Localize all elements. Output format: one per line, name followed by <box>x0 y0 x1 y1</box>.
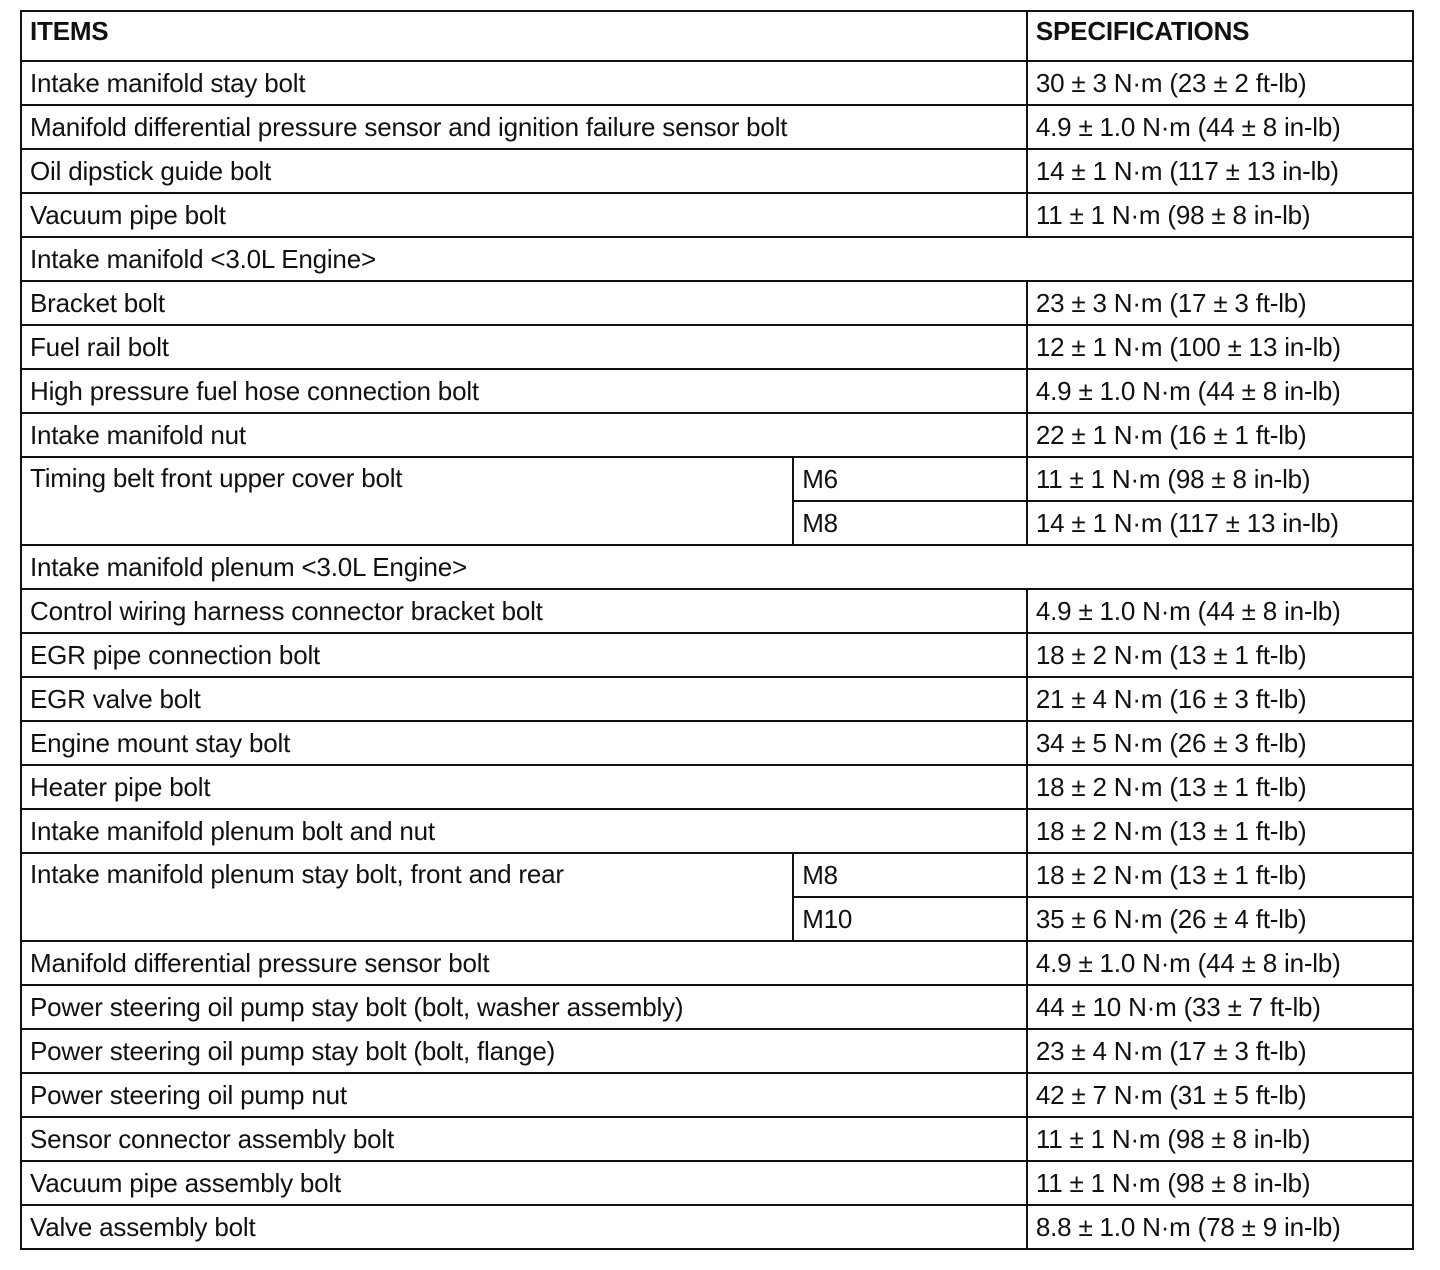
item-cell: Intake manifold plenum bolt and nut <box>21 809 1027 853</box>
header-row <box>21 11 1413 61</box>
size-cell: M8 <box>793 853 1027 897</box>
item-cell: Power steering oil pump stay bolt (bolt, flange) <box>21 1029 1027 1073</box>
item-cell: Fuel rail bolt <box>21 325 1027 369</box>
table-row <box>21 765 1413 809</box>
spec-cell: 14 ± 1 N·m (117 ± 13 in-lb) <box>1027 149 1413 193</box>
spec-cell: 42 ± 7 N·m (31 ± 5 ft-lb) <box>1027 1073 1413 1117</box>
spec-cell: 11 ± 1 N·m (98 ± 8 in-lb) <box>1027 1161 1413 1205</box>
spec-cell: 30 ± 3 N·m (23 ± 2 ft-lb) <box>1027 61 1413 105</box>
table-row <box>21 677 1413 721</box>
spec-cell: 34 ± 5 N·m (26 ± 3 ft-lb) <box>1027 721 1413 765</box>
table-row <box>21 633 1413 677</box>
item-cell: Manifold differential pressure sensor bolt <box>21 941 1027 985</box>
item-cell: Heater pipe bolt <box>21 765 1027 809</box>
section-header-row <box>21 545 1413 589</box>
size-cell: M6 <box>793 457 1027 501</box>
spec-cell: 23 ± 4 N·m (17 ± 3 ft-lb) <box>1027 1029 1413 1073</box>
table-row <box>21 1029 1413 1073</box>
table-row <box>21 941 1413 985</box>
spec-cell: 23 ± 3 N·m (17 ± 3 ft-lb) <box>1027 281 1413 325</box>
item-cell: Timing belt front upper cover bolt <box>21 457 793 545</box>
spec-cell: 18 ± 2 N·m (13 ± 1 ft-lb) <box>1027 765 1413 809</box>
spec-cell: 18 ± 2 N·m (13 ± 1 ft-lb) <box>1027 809 1413 853</box>
table-row <box>21 325 1413 369</box>
item-cell: Valve assembly bolt <box>21 1205 1027 1249</box>
spec-cell: 11 ± 1 N·m (98 ± 8 in-lb) <box>1027 193 1413 237</box>
section-header-row <box>21 237 1413 281</box>
table-row <box>21 149 1413 193</box>
table-row <box>21 1073 1413 1117</box>
spec-cell: 12 ± 1 N·m (100 ± 13 in-lb) <box>1027 325 1413 369</box>
table-row <box>21 281 1413 325</box>
table-row <box>21 413 1413 457</box>
table-row <box>21 61 1413 105</box>
item-cell: Manifold differential pressure sensor and ignition failure sensor bolt <box>21 105 1027 149</box>
spec-cell: 11 ± 1 N·m (98 ± 8 in-lb) <box>1027 457 1413 501</box>
item-cell: Engine mount stay bolt <box>21 721 1027 765</box>
item-cell: Vacuum pipe assembly bolt <box>21 1161 1027 1205</box>
spec-cell: 18 ± 2 N·m (13 ± 1 ft-lb) <box>1027 633 1413 677</box>
item-cell: Oil dipstick guide bolt <box>21 149 1027 193</box>
size-cell: M10 <box>793 897 1027 941</box>
spec-cell: 35 ± 6 N·m (26 ± 4 ft-lb) <box>1027 897 1413 941</box>
item-cell: Intake manifold plenum stay bolt, front and rear <box>21 853 793 941</box>
spec-cell: 4.9 ± 1.0 N·m (44 ± 8 in-lb) <box>1027 105 1413 149</box>
item-cell: Vacuum pipe bolt <box>21 193 1027 237</box>
spec-cell: 44 ± 10 N·m (33 ± 7 ft-lb) <box>1027 985 1413 1029</box>
table-row <box>21 1161 1413 1205</box>
spec-cell: 21 ± 4 N·m (16 ± 3 ft-lb) <box>1027 677 1413 721</box>
table-row <box>21 1117 1413 1161</box>
table-row <box>21 589 1413 633</box>
item-cell: EGR pipe connection bolt <box>21 633 1027 677</box>
torque-spec-table <box>20 10 1414 1250</box>
size-cell: M8 <box>793 501 1027 545</box>
table-row <box>21 721 1413 765</box>
spec-cell: 14 ± 1 N·m (117 ± 13 in-lb) <box>1027 501 1413 545</box>
item-cell: Bracket bolt <box>21 281 1027 325</box>
table-row <box>21 457 1413 501</box>
spec-cell: 8.8 ± 1.0 N·m (78 ± 9 in-lb) <box>1027 1205 1413 1249</box>
section-title-intake-plenum: Intake manifold plenum <3.0L Engine> <box>21 545 1413 589</box>
spec-cell: 4.9 ± 1.0 N·m (44 ± 8 in-lb) <box>1027 369 1413 413</box>
item-cell: Power steering oil pump nut <box>21 1073 1027 1117</box>
spec-cell: 11 ± 1 N·m (98 ± 8 in-lb) <box>1027 1117 1413 1161</box>
spec-cell: 4.9 ± 1.0 N·m (44 ± 8 in-lb) <box>1027 589 1413 633</box>
table-row <box>21 105 1413 149</box>
table-row <box>21 193 1413 237</box>
item-cell: Intake manifold nut <box>21 413 1027 457</box>
table-row <box>21 985 1413 1029</box>
item-cell: EGR valve bolt <box>21 677 1027 721</box>
specifications-header: SPECIFICATIONS <box>1027 11 1413 61</box>
spec-cell: 4.9 ± 1.0 N·m (44 ± 8 in-lb) <box>1027 941 1413 985</box>
section-title-intake-manifold: Intake manifold <3.0L Engine> <box>21 237 1413 281</box>
item-cell: Intake manifold stay bolt <box>21 61 1027 105</box>
item-cell: High pressure fuel hose connection bolt <box>21 369 1027 413</box>
spec-cell: 18 ± 2 N·m (13 ± 1 ft-lb) <box>1027 853 1413 897</box>
table-row <box>21 369 1413 413</box>
items-header: ITEMS <box>21 11 1027 61</box>
item-cell: Power steering oil pump stay bolt (bolt, washer assembly) <box>21 985 1027 1029</box>
table-row <box>21 809 1413 853</box>
item-cell: Control wiring harness connector bracket bolt <box>21 589 1027 633</box>
item-cell: Sensor connector assembly bolt <box>21 1117 1027 1161</box>
table-row <box>21 1205 1413 1249</box>
spec-cell: 22 ± 1 N·m (16 ± 1 ft-lb) <box>1027 413 1413 457</box>
table-row <box>21 853 1413 897</box>
